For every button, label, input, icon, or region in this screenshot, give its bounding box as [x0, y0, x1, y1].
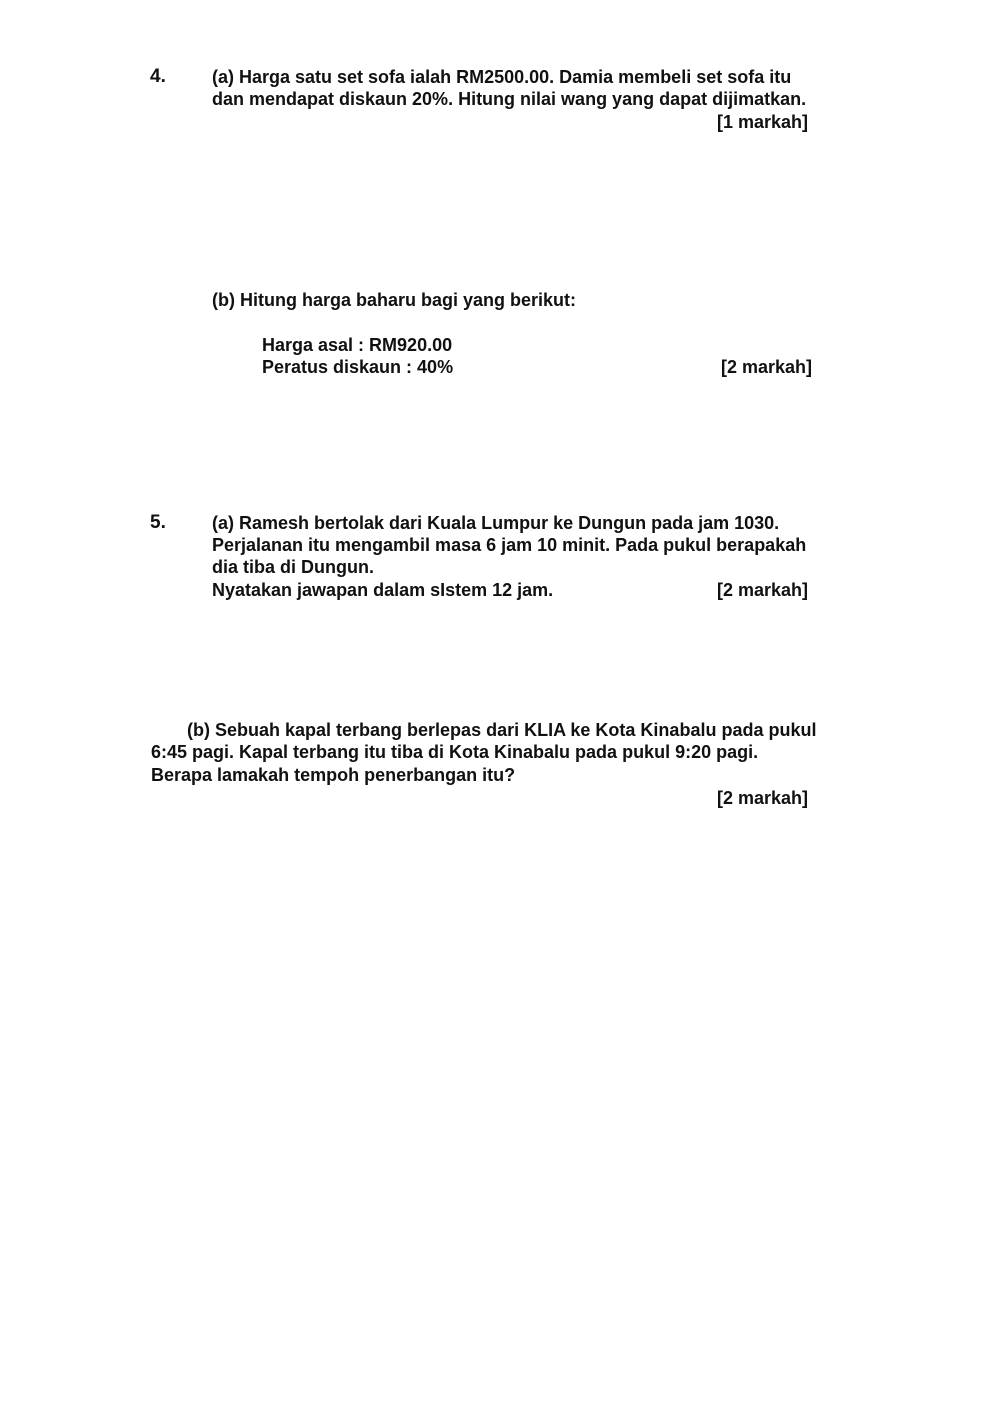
- question-5a-text-line-4: Nyatakan jawapan dalam sIstem 12 jam.: [212, 580, 554, 600]
- question-5b-text-line-3: Berapa lamakah tempoh penerbangan itu?: [151, 765, 516, 785]
- question-4b-prompt: (b) Hitung harga baharu bagi yang berikut:: [212, 290, 577, 310]
- question-4-number: 4.: [150, 66, 166, 87]
- question-4b-original-price: Harga asal : RM920.00: [262, 335, 453, 355]
- question-4a-text-line-1: (a) Harga satu set sofa ialah RM2500.00. Damia membeli set sofa itu: [212, 67, 792, 87]
- question-5a-text-line-1: (a) Ramesh bertolak dari Kuala Lumpur ke Dungun pada jam 1030.: [212, 513, 780, 533]
- question-5a-text-line-2: Perjalanan itu mengambil masa 6 jam 10 minit. Pada pukul berapakah: [212, 535, 807, 555]
- question-4a-marks: [1 markah]: [717, 112, 809, 132]
- question-5-number: 5.: [150, 512, 166, 533]
- question-5a-marks: [2 markah]: [717, 580, 809, 600]
- question-5a-text-line-3: dia tiba di Dungun.: [212, 557, 374, 577]
- question-4a-text-line-2: dan mendapat diskaun 20%. Hitung nilai wang yang dapat dijimatkan.: [212, 89, 807, 109]
- question-4b-discount-percent: Peratus diskaun : 40%: [262, 357, 454, 377]
- question-5b-text-line-2: 6:45 pagi. Kapal terbang itu tiba di Kota Kinabalu pada pukul 9:20 pagi.: [151, 742, 759, 762]
- question-5b-text-line-1: (b) Sebuah kapal terbang berlepas dari KLIA ke Kota Kinabalu pada pukul: [187, 720, 817, 740]
- question-4b-marks: [2 markah]: [721, 357, 813, 377]
- question-5b-marks: [2 markah]: [717, 788, 809, 808]
